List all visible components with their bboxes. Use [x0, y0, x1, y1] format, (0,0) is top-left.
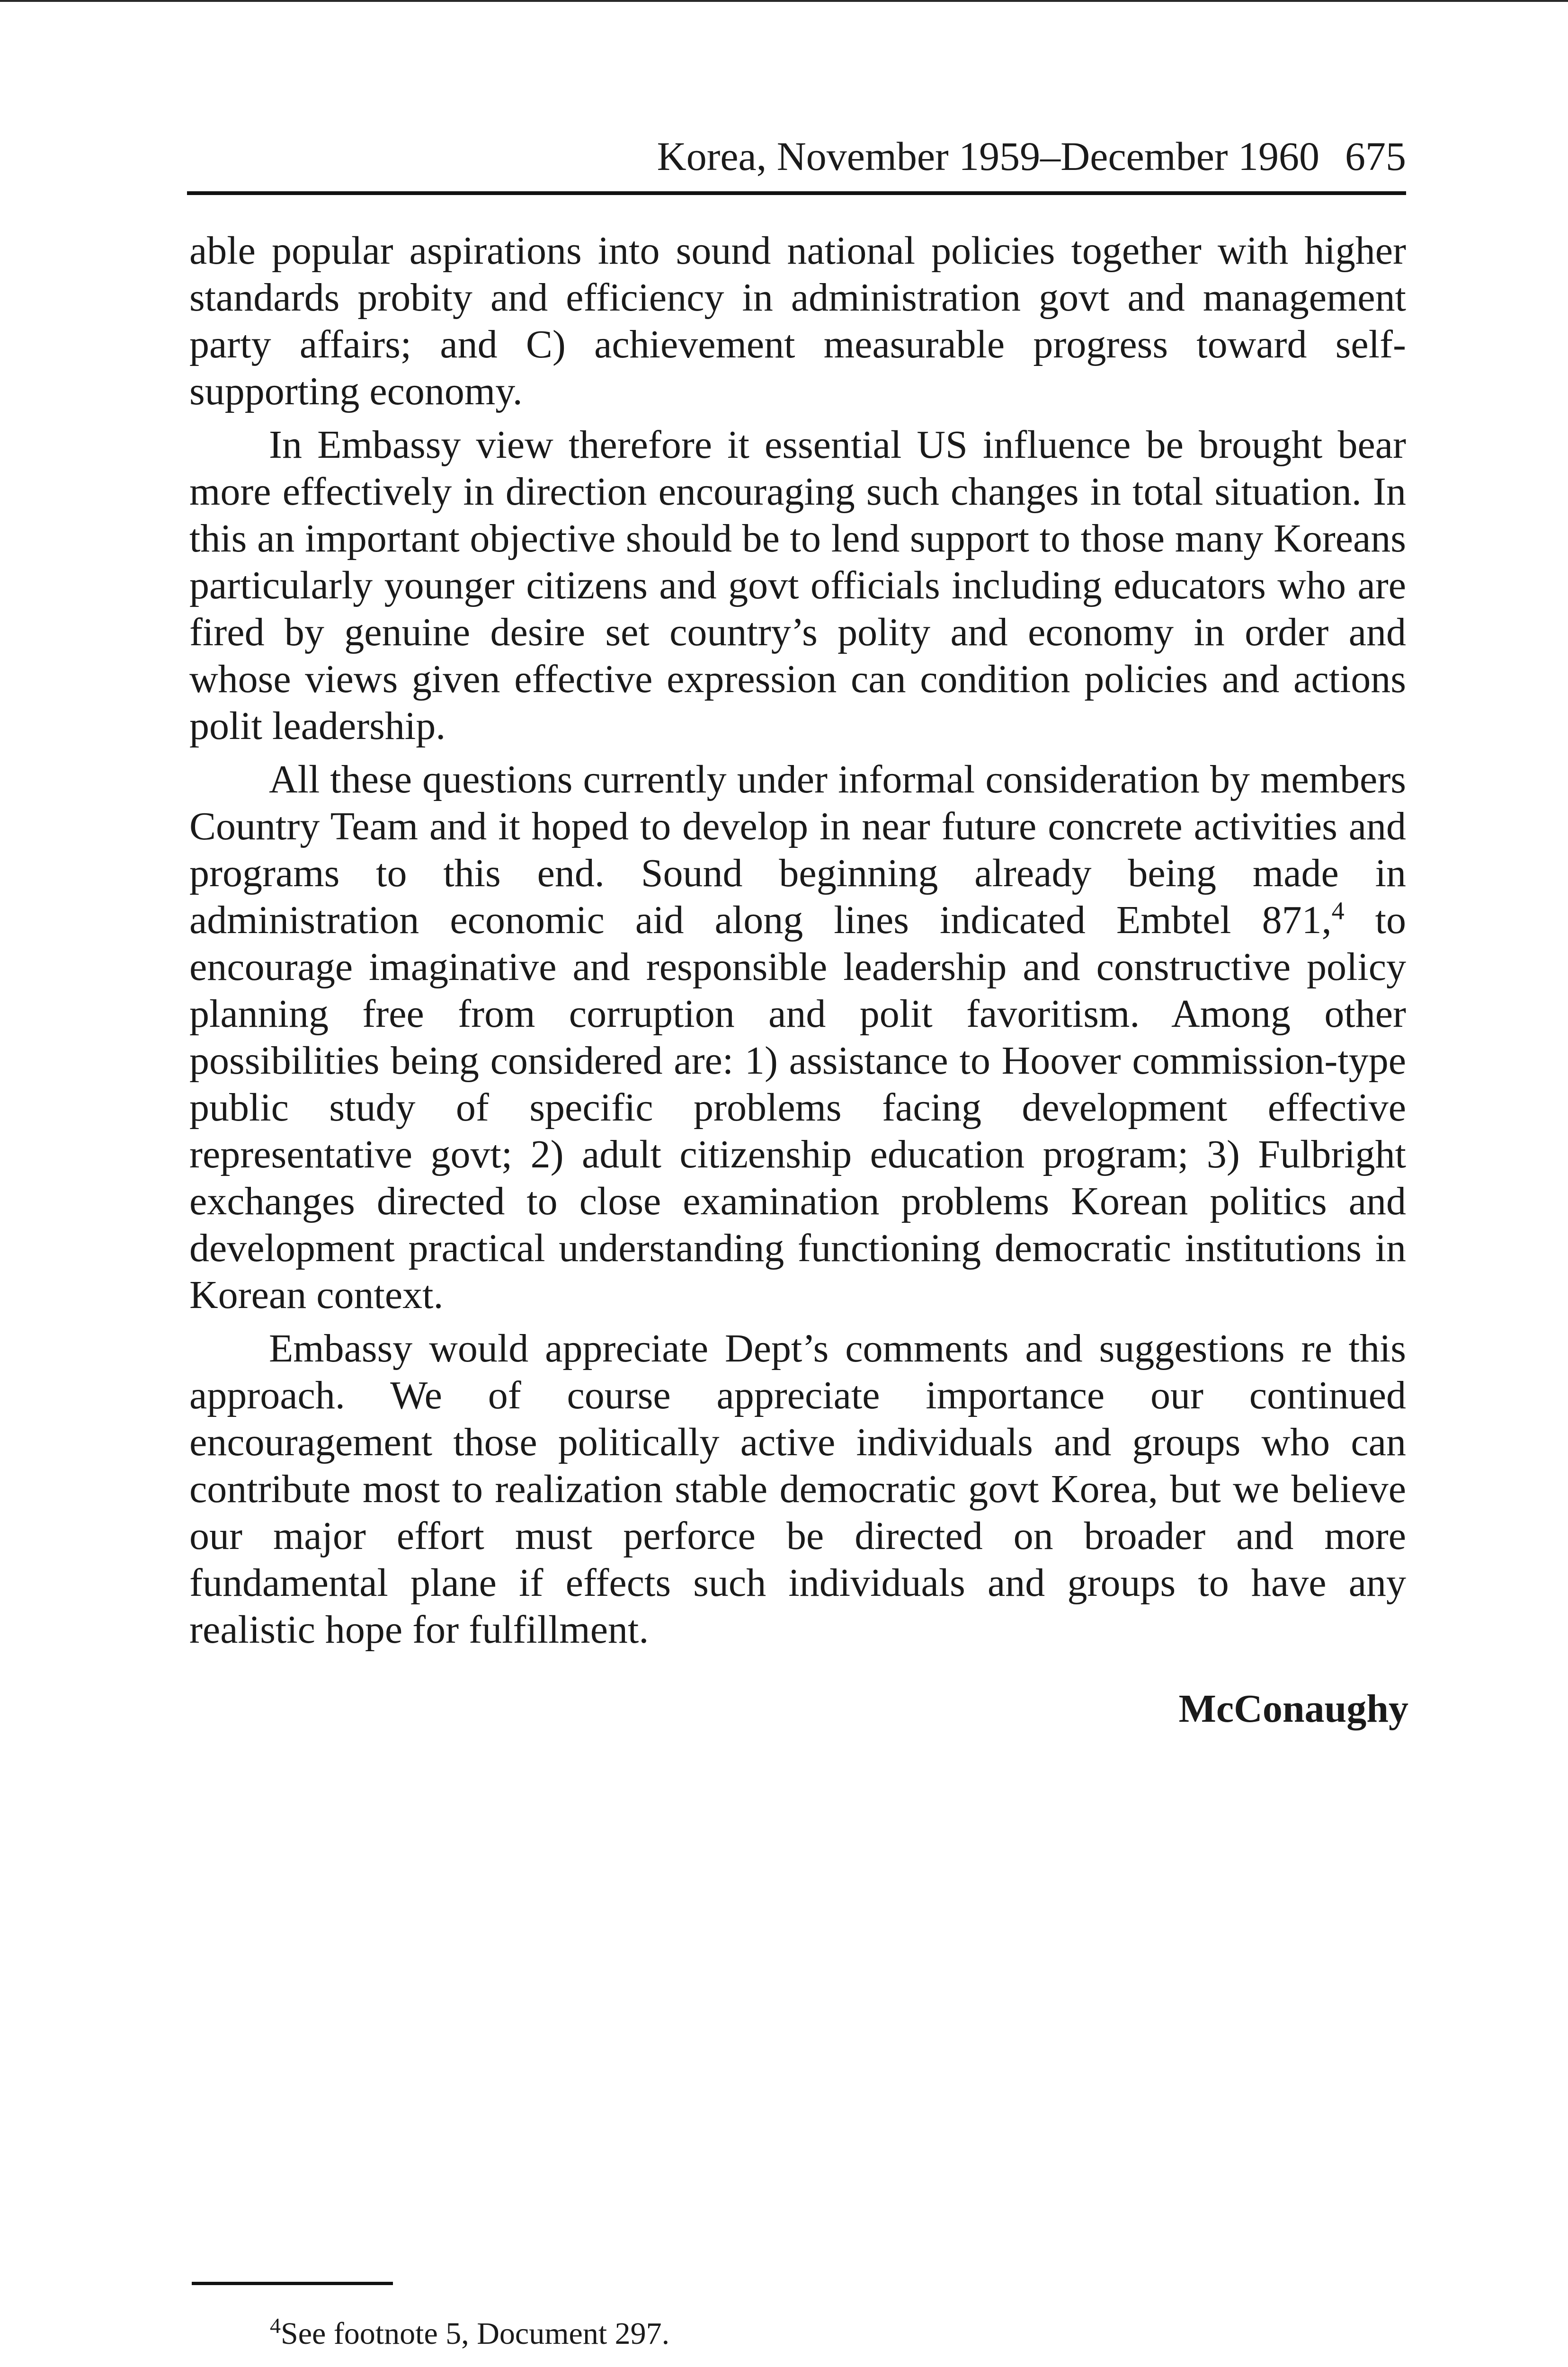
page-top-edge-rule — [0, 0, 1568, 2]
page-number: 675 — [1345, 133, 1406, 179]
signature: McConaughy — [1178, 1687, 1408, 1731]
header-rule — [187, 191, 1406, 195]
paragraph-country-team — [189, 756, 1406, 1318]
paragraph-country-team-text: All these questions currently under informal consideration by members Country Team and it hoped to develop in near future concrete activities and programs to this end. Sound beginning already being made in administration economic aid along lines indicated Embtel 871, — [189, 757, 1406, 942]
paragraph-embassy-appreciate: Embassy would appreciate Dept’s comments and suggestions re this approach. We of course appreciate importance our continued encouragement those politically active individuals and groups who can contribute most to realization stable democratic govt Korea, but we believe our major effort must perforce be directed on broader and more fundamental plane if effects such individuals and groups to have any realistic hope for fulfillment. — [189, 1326, 1406, 1652]
running-head — [187, 128, 1406, 185]
paragraph-country-team-continuation: to encourage imaginative and responsible leadership and constructive policy planning free from corruption and polit favoritism. Among other possibilities being considered are: 1) assistance to Hoover commission-type public study of specific problems facing development effective representative govt; 2) adult citizenship education program; 3) Fulbright exchanges directed to close examination problems Korean politics and development practical understanding functioning democratic institutions in Korean context. — [189, 898, 1406, 1317]
paragraph-continued: able popular aspirations into sound national policies together with higher standards probity and efficiency in administration govt and management party affairs; and C) achievement measurable progress toward self-supporting economy. — [189, 229, 1406, 413]
body-text — [189, 227, 1406, 1660]
running-title: Korea, November 1959–December 1960 — [657, 133, 1319, 179]
footnote-rule — [192, 2282, 393, 2285]
footnote-text: See footnote 5, Document 297. — [281, 2316, 670, 2351]
paragraph-embassy-view: In Embassy view therefore it essential US influence be brought bear more effectively in direction encouraging such changes in total situation. In this an important objective should be to lend support to those many Koreans particularly younger citizens and govt officials including educators who are fired by genuine desire set country’s polity and economy in order and whose views given effective expression can condition policies and actions polit leadership. — [189, 423, 1406, 748]
footnote-reference: 4 — [1331, 897, 1345, 925]
footnote — [270, 2310, 1359, 2358]
footnote-marker: 4 — [270, 2314, 281, 2338]
